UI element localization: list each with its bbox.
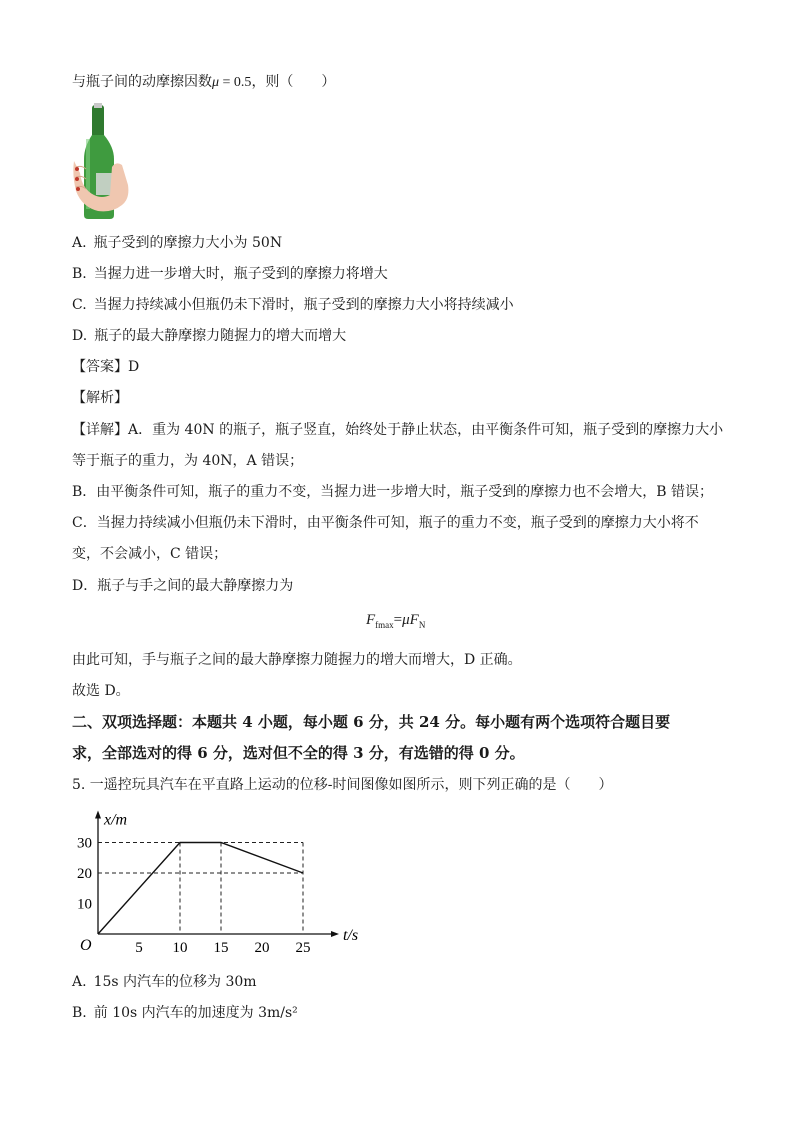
question-5: 5. 一遥控玩具汽车在平直路上运动的位移-时间图像如图所示，则下列正确的是（ ） [72, 777, 613, 793]
choose-line: 故选 D。 [72, 683, 130, 699]
y-axis-label: x/m [104, 811, 128, 829]
explanation-line-4: C．当握力持续减小但瓶仍未下滑时，由平衡条件可知，瓶子的重力不变，瓶子受到的摩擦力大小将不 [72, 515, 699, 531]
option-a-q5: A. 15s 内汽车的位移为 30m [72, 974, 257, 990]
section-heading-line-2: 求，全部选对的得 6 分，选对但不全的得 3 分，有选错的得 0 分。 [72, 744, 525, 762]
explanation-line-6: D．瓶子与手之间的最大静摩擦力为 [72, 578, 294, 594]
origin-label: O [80, 937, 92, 954]
x-tick-label-25: 25 [295, 940, 311, 956]
x-axis-arrow [331, 931, 339, 937]
y-axis-arrow [95, 811, 101, 819]
displacement-series-line [98, 843, 303, 935]
analysis-tag: 【解析】 [72, 390, 128, 406]
y-tick-label-10: 10 [77, 896, 92, 913]
mu-value: = 0.5 [219, 75, 252, 90]
intro-line [72, 72, 335, 93]
intro-prefix: 与瓶子间的动摩擦因数 [72, 74, 212, 90]
mu-symbol: μ [212, 75, 220, 90]
beer-bottle-in-hand-image [72, 103, 132, 221]
explanation-line-1: 【详解】A．重为 40N 的瓶子，瓶子竖直，始终处于静止状态，由平衡条件可知，瓶子受到的摩擦力大小 [72, 422, 724, 438]
x-axis-label: t/s [343, 927, 359, 944]
y-tick-label-30: 30 [77, 835, 92, 852]
displacement-time-chart [60, 808, 359, 958]
option-b-q4: B. 当握力进一步增大时，瓶子受到的摩擦力将增大 [72, 266, 388, 282]
explanation-line-2: 等于瓶子的重力，为 40N，A 错误； [72, 453, 304, 469]
x-tick-label-15: 15 [213, 940, 229, 956]
option-b-q5: B. 前 10s 内汽车的加速度为 3m/s² [72, 1005, 298, 1021]
option-a-q4: A. 瓶子受到的摩擦力大小为 50N [72, 235, 283, 251]
x-tick-label-5: 5 [135, 940, 143, 956]
option-c-q4: C. 当握力持续减小但瓶仍未下滑时，瓶子受到的摩擦力大小将持续减小 [72, 297, 514, 313]
x-tick-label-10: 10 [172, 940, 188, 956]
option-d-q4: D. 瓶子的最大静摩擦力随握力的增大而增大 [72, 328, 347, 344]
intro-suffix: ，则（ ） [251, 74, 336, 90]
y-tick-label-20: 20 [77, 866, 92, 882]
conclusion-line: 由此可知，手与瓶子之间的最大静摩擦力随握力的增大而增大，D 正确。 [72, 652, 522, 668]
max-friction-formula: $F_{fmax}=\mu F_N$ [366, 612, 426, 630]
explanation-line-3: B．由平衡条件可知，瓶子的重力不变，当握力进一步增大时，瓶子受到的摩擦力也不会增大，B 错误； [72, 484, 714, 500]
explanation-line-5: 变，不会减小，C 错误； [72, 546, 228, 562]
section-heading-line-1: 二、双项选择题：本题共 4 小题，每小题 6 分，共 24 分。每小题有两个选项符合题目要 [72, 713, 671, 731]
x-tick-label-20: 20 [254, 940, 270, 956]
answer-line: 【答案】D [72, 359, 140, 375]
